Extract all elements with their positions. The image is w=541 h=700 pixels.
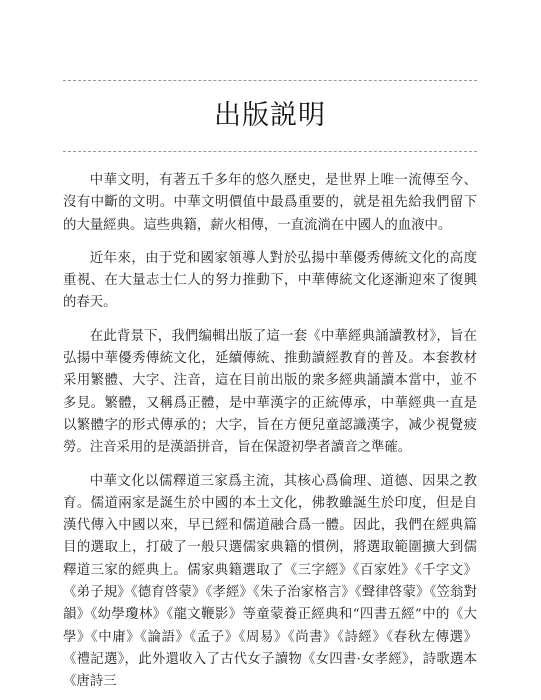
- title-divider: [63, 151, 477, 152]
- page-title: 出版説明: [214, 100, 326, 131]
- paragraph-2: 近年來，由于党和國家領導人對於弘揚中華優秀傳統文化的高度重視、在大量志士仁人的努力推動下，中華傳統文化逐漸迎來了復興的春天。: [63, 250, 477, 311]
- paragraph-1: 中華文明，有著五千多年的悠久歷史，是世界上唯一流傳至今、沒有中斷的文明。中華文明價值中最爲重要的，就是祖先給我們留下的大量經典。這些典籍，薪火相傳，一直流淌在中國人的血液中。: [63, 173, 477, 233]
- document-body: [63, 170, 477, 700]
- top-divider: [63, 80, 477, 81]
- paragraph-3: 在此背景下，我們编輯出版了這一套《中華經典誦讀教材》，旨在弘揚中華優秀傳統文化，延續傳統、推動讀經教育的普及。本套教材采用繁體、大字、注音，這在目前出版的衆多經典誦讀本當中，並不多見。繁體，又稱爲正體，是中華漢字的正統傳承，中華經典一直是以繁體字的形式傳承的；大字，旨在方便兒童認識漢字，减少視覺疲勞。注音采用的是漢語拼音，旨在保證初學者讀音之準確。: [63, 328, 477, 456]
- paragraph-4: 中華文化以儒釋道三家爲主流，其核心爲倫理、道德、因果之教育。儒道兩家是誕生於中國的本土文化，佛教雖誕生於印度，但是自漢代傳入中國以來，早已經和儒道融合爲一體。因此，我們在經典篇目的選取上，打破了一般只選儒家典籍的慣例，將選取範圍擴大到儒釋道三家的經典上。儒家典籍選取了《三字經》《百家姓》《千字文》《弟子規》《德育啓蒙》《孝經》《朱子治家格言》《聲律啓蒙》《笠翁對韻》《幼學瓊林》《龍文鞭影》等童蒙養正經典和“四書五經”中的《大學》《中庸》《論語》《孟子》《周易》《尚書》《詩經》《春秋左傳選》《禮記選》，此外還收入了古代女子讀物《女四書·女孝經》，詩歌選本《唐詩三: [63, 473, 477, 690]
